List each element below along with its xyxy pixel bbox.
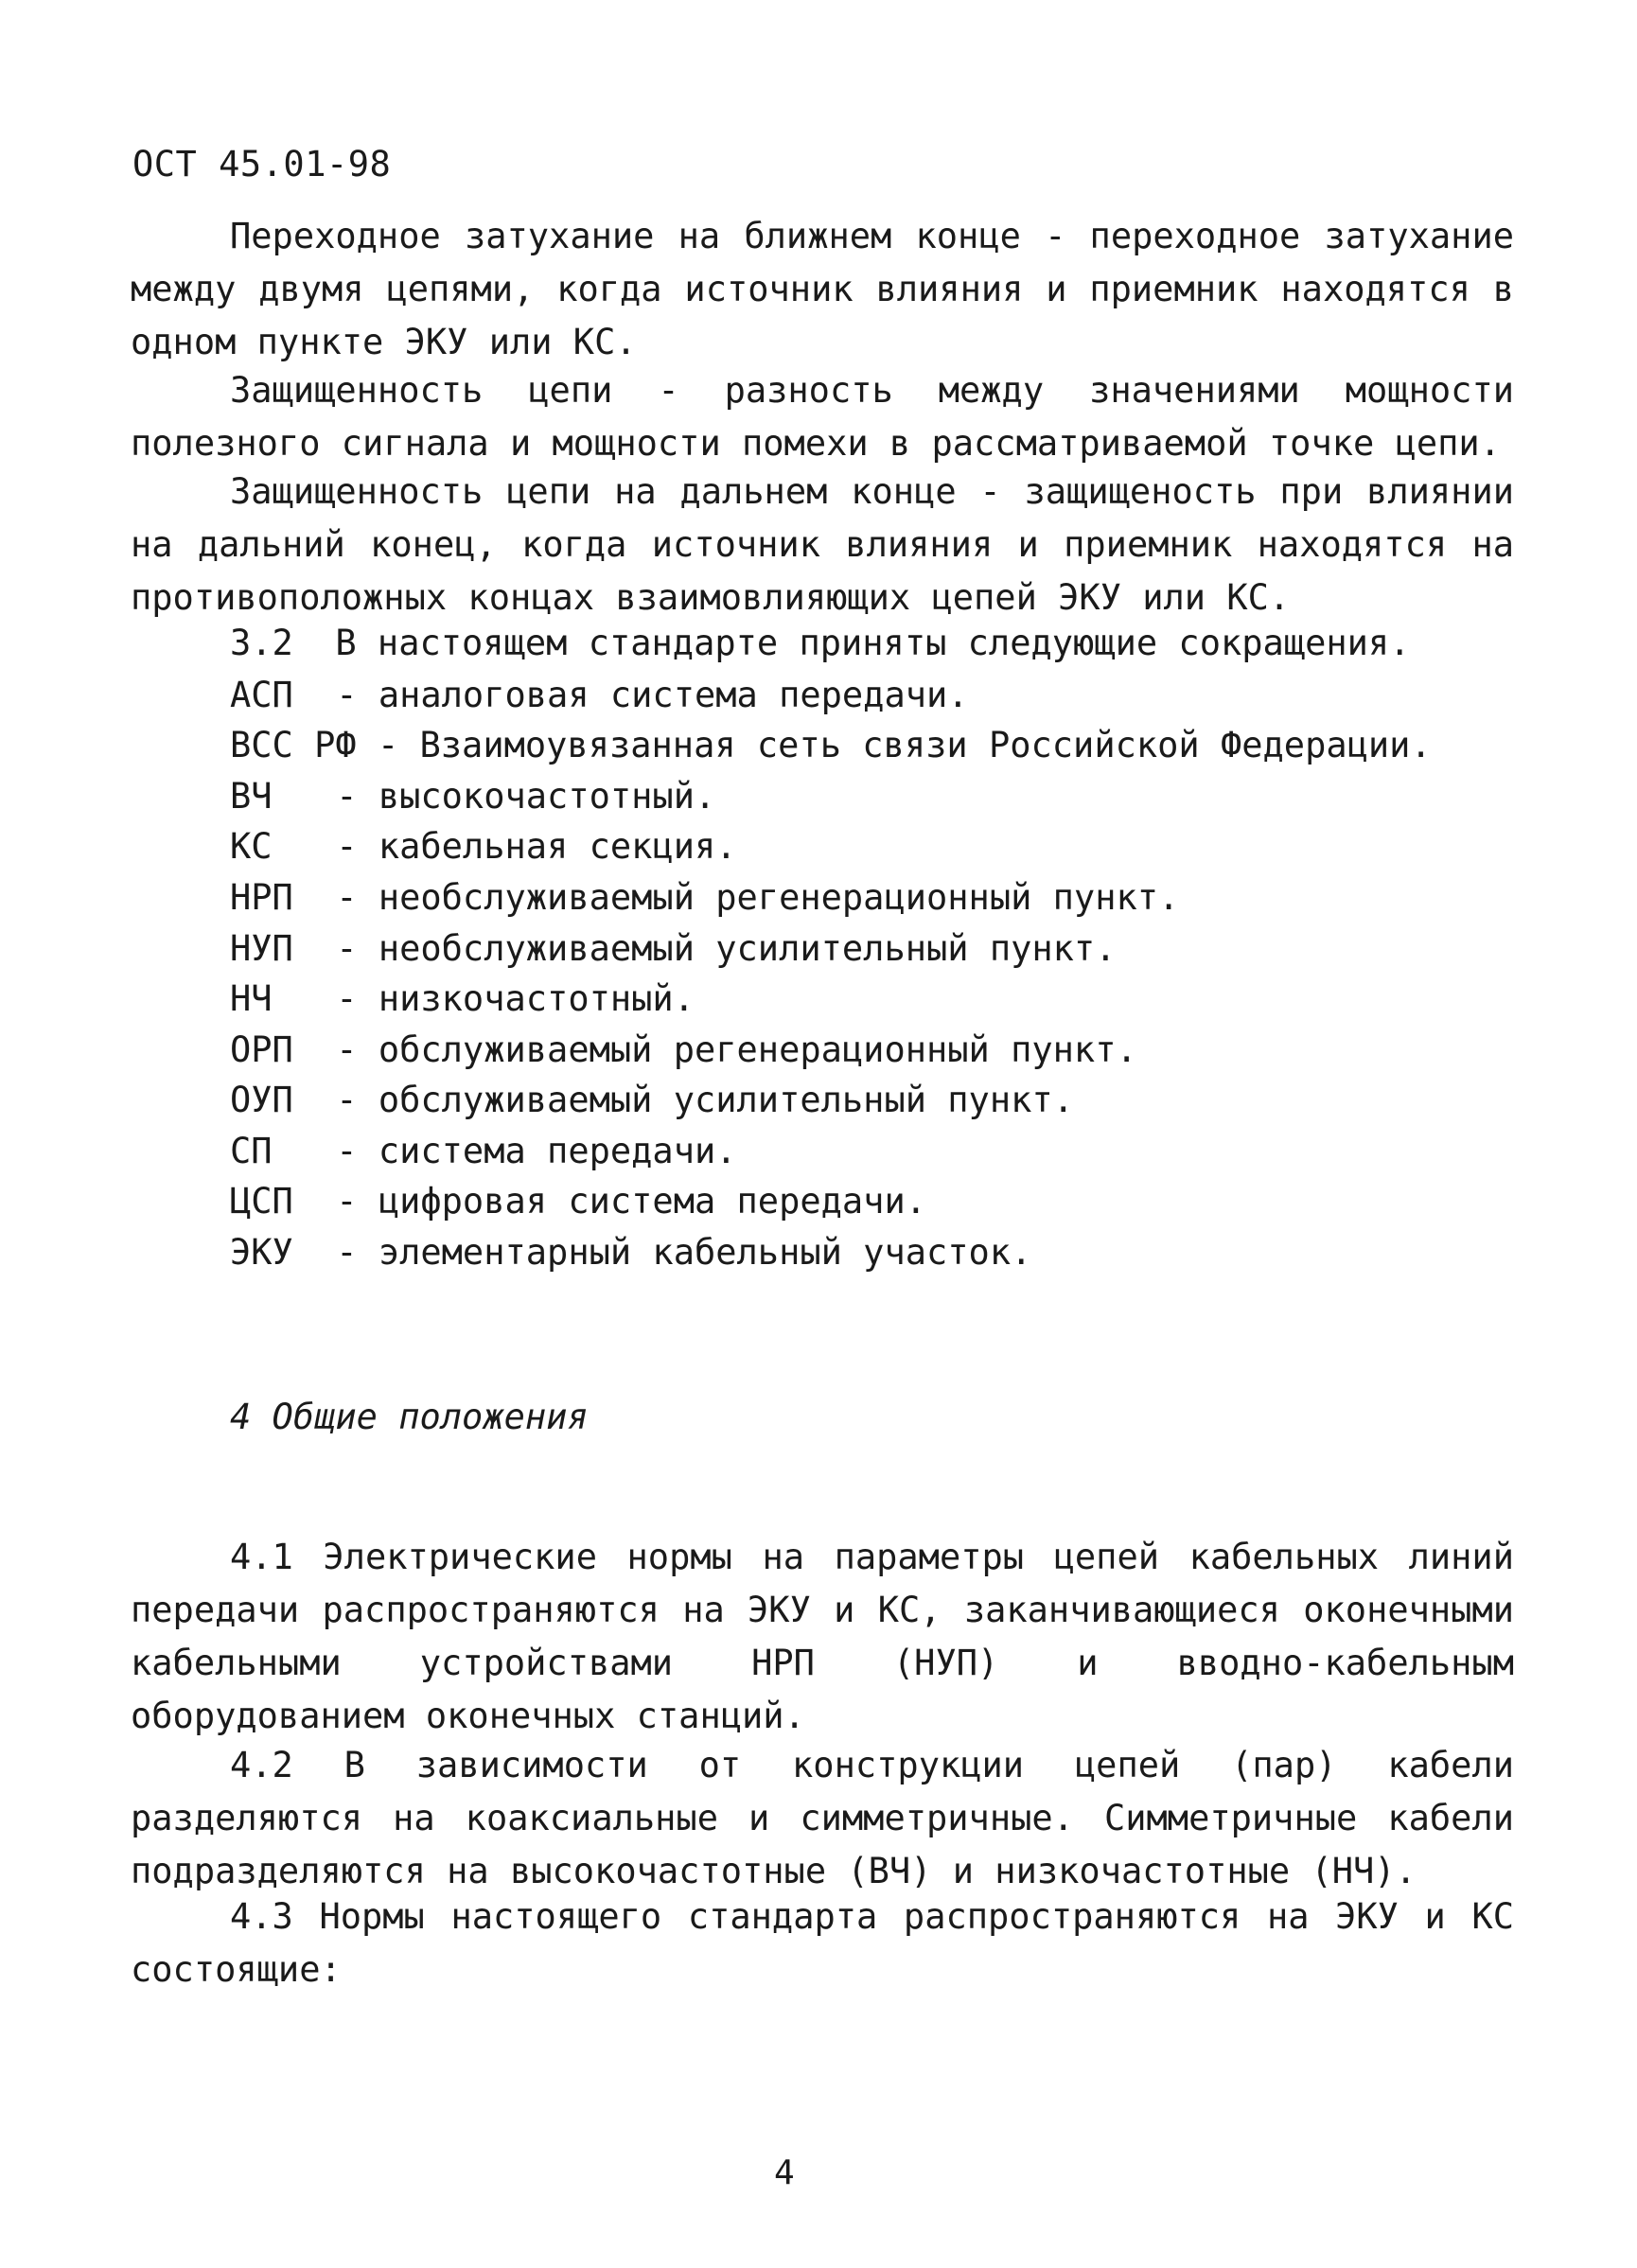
definition-paragraph bbox=[131, 466, 1514, 624]
abbreviation-definition: - обслуживаемый усилительный пункт. bbox=[336, 1080, 1074, 1120]
section-title: 4 Общие положения bbox=[230, 1397, 589, 1437]
abbreviation-item bbox=[230, 675, 969, 715]
abbreviation-item bbox=[230, 978, 695, 1019]
definition-paragraph bbox=[131, 364, 1514, 470]
abbreviation-term: ВЧ bbox=[230, 776, 273, 817]
abbreviation-term: ОРП bbox=[230, 1029, 293, 1070]
abbreviation-definition: - система передачи. bbox=[336, 1131, 737, 1171]
abbreviation-definition: - низкочастотный. bbox=[336, 978, 695, 1019]
abbreviation-definition: - Взаимоувязанная сеть связи Российской Федерации. bbox=[377, 725, 1432, 765]
abbreviation-item bbox=[230, 1131, 737, 1171]
abbreviation-item bbox=[230, 1080, 1074, 1120]
abbreviation-definition: - цифровая система передачи. bbox=[336, 1181, 927, 1222]
abbreviation-term: СП bbox=[230, 1131, 273, 1171]
abbreviation-item bbox=[230, 725, 1432, 765]
abbreviation-term: ОУП bbox=[230, 1080, 293, 1120]
abbreviation-term: ЦСП bbox=[230, 1181, 293, 1222]
section-paragraph-text: 4.1 Электрические нормы на параметры цепей кабельных линий передачи распространяются на ЭКУ и КС, заканчивающиеся оконечными кабельными устройствами НРП (НУП) и вводно-кабельным оборудованием оконечных станций. bbox=[131, 1537, 1514, 1736]
definition-text: Защищенность цепи - разность между значениями мощности полезного сигнала и мощности помехи в рассматриваемой точке цепи. bbox=[131, 370, 1514, 464]
abbreviation-term: НРП bbox=[230, 877, 293, 918]
abbreviation-item bbox=[230, 1029, 1137, 1070]
abbreviation-term: ЭКУ bbox=[230, 1232, 293, 1273]
abbreviation-term: КС bbox=[230, 826, 273, 867]
abbreviation-item bbox=[230, 877, 1179, 918]
abbreviation-item bbox=[230, 1232, 1031, 1273]
abbreviation-term: НЧ bbox=[230, 978, 273, 1019]
abbreviation-definition: - высокочастотный. bbox=[336, 776, 716, 817]
definition-text: Переходное затухание на ближнем конце - переходное затухание между двумя цепями, когда источник влияния и приемник находятся в одном пункте ЭКУ или КС. bbox=[131, 216, 1514, 362]
abbreviation-definition: - аналоговая система передачи. bbox=[336, 675, 969, 715]
abbreviation-definition: - необслуживаемый регенерационный пункт. bbox=[336, 877, 1180, 918]
abbreviation-item bbox=[230, 928, 1117, 969]
document-header: ОСТ 45.01-98 bbox=[132, 144, 392, 185]
section-paragraph bbox=[131, 1890, 1514, 1996]
section-paragraph bbox=[131, 1531, 1514, 1743]
abbreviation-item bbox=[230, 826, 737, 867]
section-paragraph bbox=[131, 1739, 1514, 1898]
section-paragraph-text: 4.2 В зависимости от конструкции цепей (пар) кабели разделяются на коаксиальные и симметричные. Симметричные кабели подразделяются на высокочастотные (ВЧ) и низкочастотные (НЧ). bbox=[131, 1745, 1514, 1891]
abbreviation-item bbox=[230, 1181, 926, 1222]
abbreviation-definition: - необслуживаемый усилительный пункт. bbox=[336, 928, 1117, 969]
abbreviation-item bbox=[230, 776, 715, 817]
abbreviation-definition: - кабельная секция. bbox=[336, 826, 737, 867]
abbreviation-definition: - элементарный кабельный участок. bbox=[336, 1232, 1032, 1273]
page-number: 4 bbox=[774, 2154, 795, 2192]
section-3-2-intro: 3.2 В настоящем стандарте приняты следующие сокращения. bbox=[230, 623, 1411, 663]
definition-paragraph bbox=[131, 210, 1514, 369]
abbreviation-term: АСП bbox=[230, 675, 293, 715]
definition-text: Защищенность цепи на дальнем конце - защищеность при влиянии на дальний конец, когда источник влияния и приемник находятся на противоположных концах взаимовлияющих цепей ЭКУ или КС. bbox=[131, 471, 1514, 618]
abbreviation-term: НУП bbox=[230, 928, 293, 969]
section-paragraph-text: 4.3 Нормы настоящего стандарта распространяются на ЭКУ и КС состоящие: bbox=[131, 1896, 1514, 1990]
abbreviation-term: ВСС РФ bbox=[230, 725, 357, 765]
abbreviation-definition: - обслуживаемый регенерационный пункт. bbox=[336, 1029, 1137, 1070]
